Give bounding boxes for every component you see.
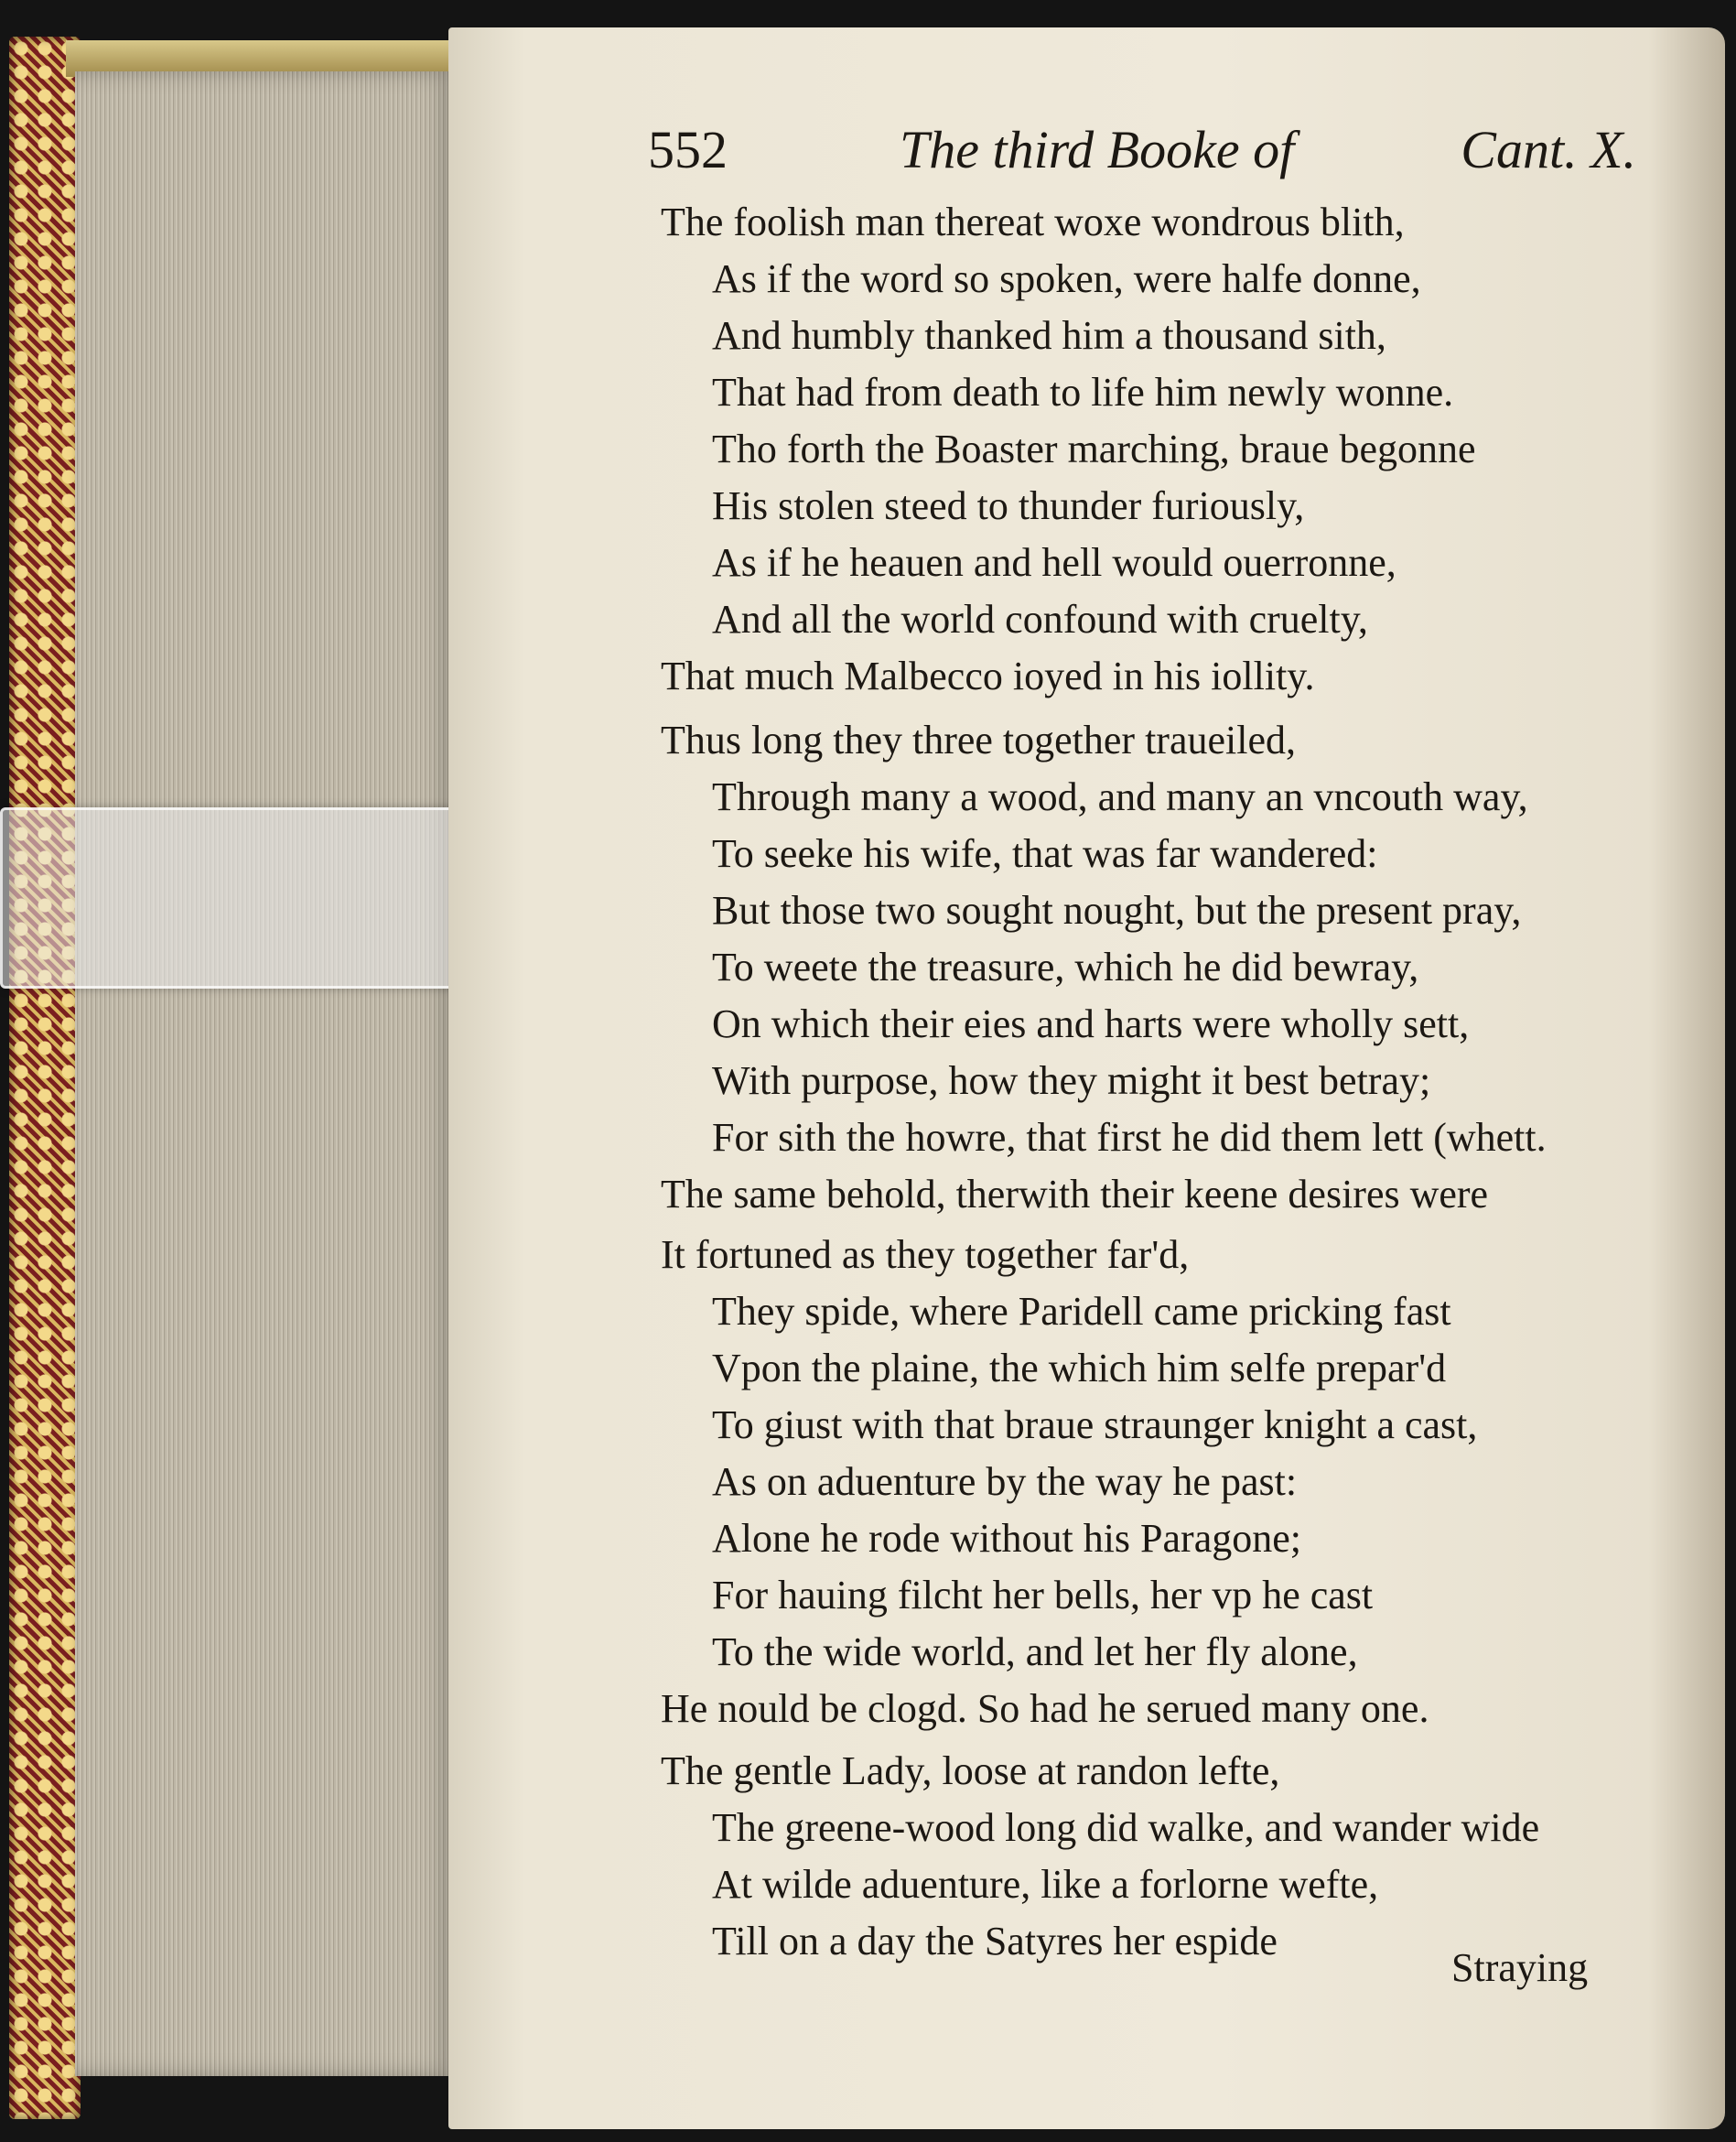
verse-line: The greene-wood long did walke, and wander wide xyxy=(712,1805,1540,1850)
verse-line: As if the word so spoken, were halfe donne, xyxy=(712,256,1421,301)
verse-line: To weete the treasure, which he did bewray, xyxy=(712,945,1419,990)
verse-line: Tho forth the Boaster marching, braue begonne xyxy=(712,427,1476,471)
verse-line: For sith the howre, that first he did them lett (whett. xyxy=(712,1115,1547,1160)
gilt-binding-edge xyxy=(9,37,81,2119)
verse-line: The foolish man thereat woxe wondrous blith, xyxy=(661,200,1405,244)
canto-label: Cant. X. xyxy=(1461,120,1636,179)
running-title: The third Booke of xyxy=(900,120,1295,179)
verse-line: That much Malbecco ioyed in his iollity. xyxy=(661,654,1315,698)
verse-line: Thus long they three together traueiled, xyxy=(661,718,1296,763)
stanza-2 xyxy=(661,712,1547,1223)
verse-line: It fortuned as they together far'd, xyxy=(661,1232,1190,1277)
verse-line: To seeke his wife, that was far wandered: xyxy=(712,831,1378,876)
verse-line: Through many a wood, and many an vncouth way, xyxy=(712,774,1528,819)
stanza-4 xyxy=(661,1743,1539,1970)
verse-line: To giust with that braue straunger knight a cast, xyxy=(712,1402,1478,1447)
catchword: Straying xyxy=(1451,1945,1589,1990)
running-head xyxy=(648,119,1636,192)
verse-line: With purpose, how they might it best betray; xyxy=(712,1058,1431,1103)
verse-line: His stolen steed to thunder furiously, xyxy=(712,483,1305,528)
verse-line: On which their eies and harts were wholly sett, xyxy=(712,1001,1470,1046)
page-edges xyxy=(75,71,459,2076)
verse-line: The same behold, therwith their keene desires were xyxy=(661,1172,1489,1217)
verse-line: Vpon the plaine, the which him selfe prepar'd xyxy=(712,1346,1447,1390)
verse-line: Till on a day the Satyres her espide xyxy=(712,1919,1278,1964)
stanza-3 xyxy=(661,1227,1477,1737)
stanza-1 xyxy=(661,194,1476,705)
verse-line: As on aduenture by the way he past: xyxy=(712,1459,1298,1504)
verse-line: For hauing filcht her bells, her vp he cast xyxy=(712,1573,1374,1617)
verse-line: At wilde aduenture, like a forlorne wefte, xyxy=(712,1862,1379,1907)
page-number: 552 xyxy=(648,120,728,179)
verse-line: And all the world confound with cruelty, xyxy=(712,597,1368,642)
verse-line: He nould be clogd. So had he serued many one. xyxy=(661,1686,1429,1731)
verse-line: Alone he rode without his Paragone; xyxy=(712,1516,1301,1561)
verse-line: As if he heauen and hell would ouerronne, xyxy=(712,540,1396,585)
verse-line: And humbly thanked him a thousand sith, xyxy=(712,313,1386,358)
verse-line: To the wide world, and let her fly alone, xyxy=(712,1629,1358,1674)
verse-line: But those two sought nought, but the present pray, xyxy=(712,888,1522,933)
verse-line: The gentle Lady, loose at randon lefte, xyxy=(661,1748,1280,1793)
verse-line: They spide, where Paridell came pricking fast xyxy=(712,1289,1451,1334)
verse-line: That had from death to life him newly wonne. xyxy=(712,370,1454,415)
